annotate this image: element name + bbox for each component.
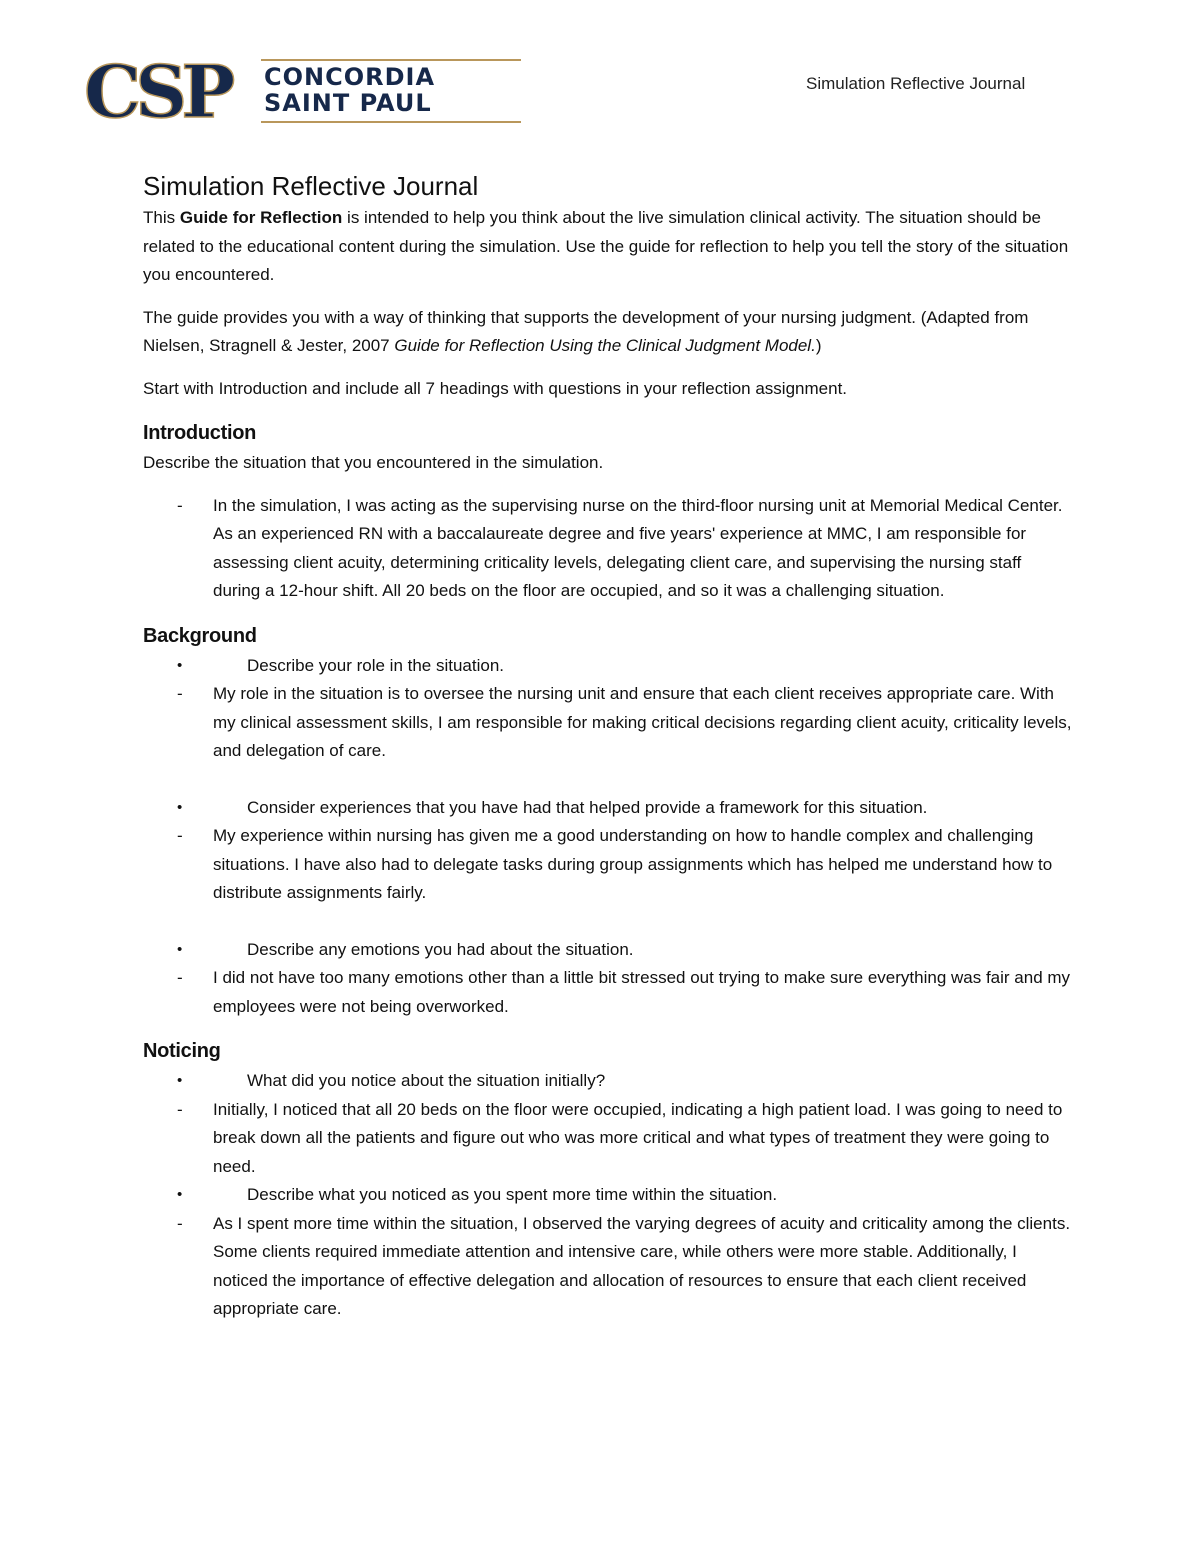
background-question-3 [143, 936, 1073, 965]
dash-marker: - [177, 1213, 183, 1233]
noticing-question-1 [143, 1067, 1073, 1096]
bullet-marker: • [177, 656, 183, 674]
intro-p1-bold: Guide for Reflection [179, 208, 343, 227]
background-question-1 [143, 652, 1073, 681]
logo-rule-top [261, 59, 521, 61]
introduction-answer [143, 492, 1073, 606]
logo-initials: CSP [84, 55, 230, 125]
bullet-marker: • [177, 798, 183, 816]
introduction-answer-text: In the simulation, I was acting as the supervising nurse on the third-floor nursing unit at Memorial Medical Center. As an experienced RN with a baccalaureate degree and five years' experience at MMC, I am responsible for assessing client acuity, determining criticality levels, delegating client care, and supervising the nursing staff during a 12-hour shift. All 20 beds on the floor are occupied, and so it was a challenging situation. [213, 495, 1063, 600]
noticing-answer-2 [143, 1210, 1073, 1324]
intro-p1-text-b: is intended to help you think about the live simulation clinical activity. The situation should be related to the educational content during the simulation. Use the guide for reflection to help you tell the story of the situation you encountered. [143, 208, 1069, 284]
intro-p2-text-a: The guide provides you with a way of thinking that supports the development of your nursing judgment. (Adapted from Nielsen, Stragnell & Jester, 2007 [143, 307, 1029, 355]
heading-background: Background [143, 624, 257, 647]
intro-paragraph-1 [143, 204, 1073, 290]
background-question-3-text: Describe any emotions you had about the situation. [247, 939, 634, 959]
introduction-prompt: Describe the situation that you encountered in the simulation. [143, 453, 604, 472]
document-body [143, 168, 1073, 1324]
logo-text-saint-paul: SAINT PAUL [264, 89, 432, 117]
background-answer-3-text: I did not have too many emotions other than a little bit stressed out trying to make sure everything was fair and my employees were not being overworked. [213, 968, 1071, 1016]
background-question-1-text: Describe your role in the situation. [247, 655, 505, 675]
noticing-answer-1-text: Initially, I noticed that all 20 beds on the floor were occupied, indicating a high patient load. I was going to need to break down all the patients and figure out who was more critical and what types of treatment they were going to need. [213, 1099, 1063, 1176]
noticing-answer-1 [143, 1096, 1073, 1182]
noticing-question-1-text: What did you notice about the situation initially? [247, 1071, 606, 1090]
intro-paragraph-3: Start with Introduction and include all 7 headings with questions in your reflection assignment. [143, 378, 848, 398]
background-answer-3 [143, 964, 1073, 1021]
intro-p2-italic: Guide for Reflection Using the Clinical Judgment Model. [394, 336, 816, 355]
background-answer-2-text: My experience within nursing has given me a good understanding on how to handle complex and challenging situations. I have also had to delegate tasks during group assignments which has helped me understand how to distribute assignments fairly. [213, 826, 1053, 902]
background-answer-2 [143, 822, 1073, 908]
spacer [143, 766, 1073, 794]
dash-marker: - [177, 826, 183, 845]
document-title: Simulation Reflective Journal [143, 171, 479, 201]
intro-paragraph-2 [143, 304, 1073, 361]
dash-marker: - [177, 495, 183, 515]
bullet-marker: • [177, 1186, 183, 1203]
spacer [143, 908, 1073, 936]
background-answer-1 [143, 680, 1073, 766]
intro-p2-text-b: ) [815, 336, 822, 355]
noticing-question-2 [143, 1181, 1073, 1210]
dash-marker: - [177, 1099, 183, 1119]
logo-text-concordia: CONCORDIA [264, 63, 436, 91]
background-answer-1-text: My role in the situation is to oversee the nursing unit and ensure that each client receives appropriate care. With my clinical assessment skills, I am responsible for making critical decisions regarding client acuity, criticality levels, and delegation of care. [213, 684, 1072, 760]
csp-monogram [84, 55, 254, 125]
intro-p1-text-a: This [143, 208, 180, 227]
background-question-2 [143, 794, 1073, 823]
noticing-answer-2-text: As I spent more time within the situation, I observed the varying degrees of acuity and criticality among the clients. Some clients required immediate attention and intensive care, while others were more stable. Additionally, I noticed the importance of effective delegation and allocation of resources to ensure that each client received appropriate care. [213, 1213, 1071, 1318]
heading-noticing: Noticing [143, 1040, 221, 1062]
background-question-2-text: Consider experiences that you have had that helped provide a framework for this situation. [247, 797, 928, 817]
noticing-question-2-text: Describe what you noticed as you spent more time within the situation. [247, 1185, 778, 1204]
dash-marker: - [177, 684, 183, 703]
logo-rule-bottom [261, 121, 521, 123]
bullet-marker: • [177, 1072, 183, 1089]
bullet-marker: • [177, 940, 183, 958]
running-header-title: Simulation Reflective Journal [806, 74, 1026, 93]
heading-introduction: Introduction [143, 422, 257, 444]
dash-marker: - [177, 968, 183, 987]
